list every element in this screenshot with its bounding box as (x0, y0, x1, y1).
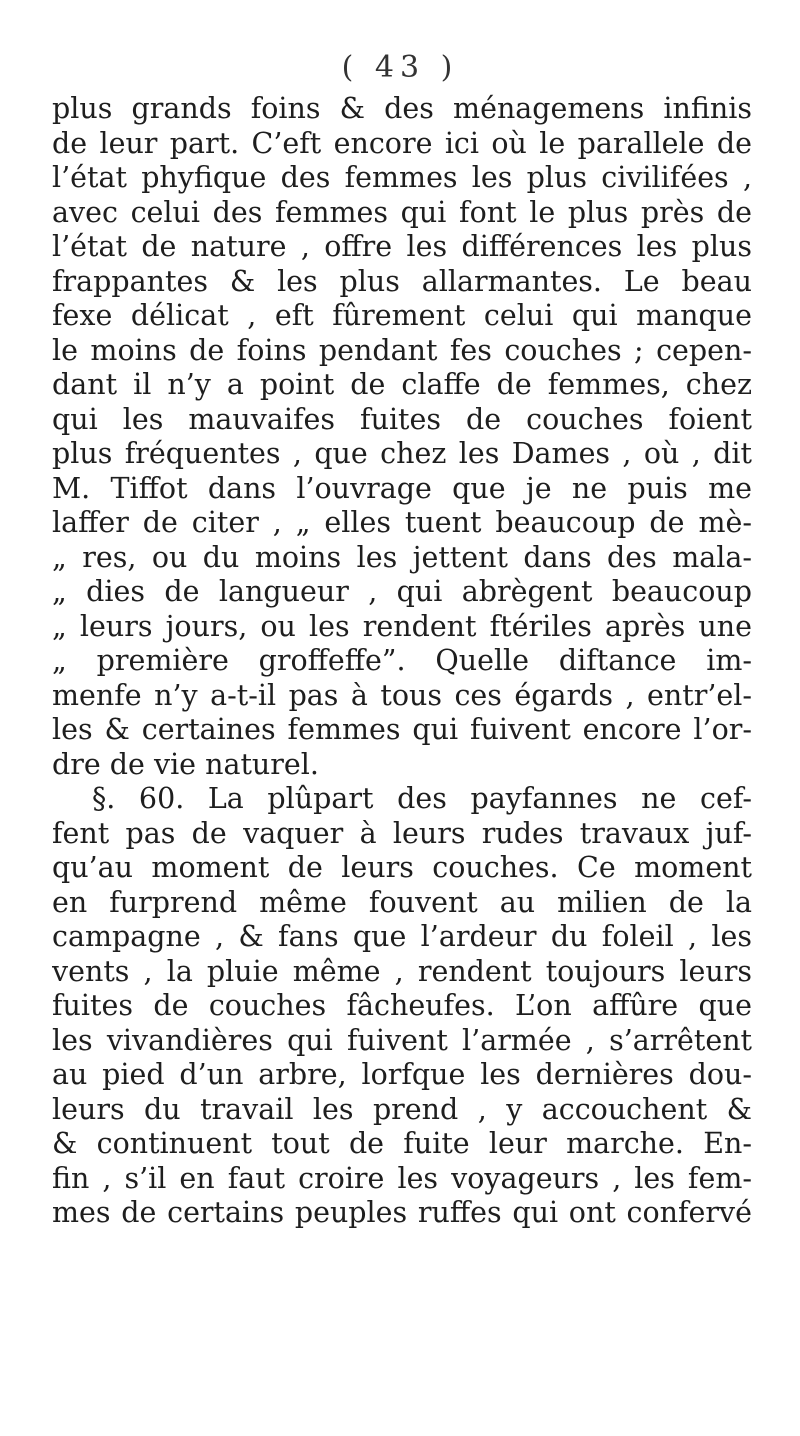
text-line: dant il n’y a point de claffe de femmes, chez (52, 368, 752, 401)
text-line: „ leurs jours, ou les rendent ftériles après une (52, 609, 752, 643)
text-line: qu’au moment de leurs couches. Ce moment (52, 851, 752, 884)
text-line: leurs du travail les prend , y accouchent & (52, 1092, 752, 1126)
text-line: „ res, ou du moins les jettent dans des mala- (52, 540, 752, 574)
text-line: fuites de couches fâcheufes. L’on affûre que (52, 989, 752, 1022)
text-line: les & certaines femmes qui fuivent encore l’or- (52, 713, 752, 746)
text-line: & continuent tout de fuite leur marche. En- (52, 1127, 752, 1160)
text-line: fin , s’il en faut croire les voyageurs , les fem- (52, 1161, 752, 1195)
text-line: qui les mauvaifes fuites de couches foient (52, 402, 752, 436)
text-line: le moins de foins pendant fes couches ; cepen- (52, 333, 752, 367)
text-line: avec celui des femmes qui font le plus près de (52, 195, 752, 229)
text-line: dre de vie naturel. (52, 747, 319, 781)
text-line: frappantes & les plus allarmantes. Le beau (52, 264, 752, 298)
text-line: menfe n’y a-t-il pas à tous ces égards , entr’el- (52, 678, 752, 712)
text-line: plus grands foins & des ménagemens infinis (52, 92, 752, 125)
text-line: les vivandières qui fuivent l’armée , s’arrêtent (52, 1023, 752, 1057)
text-line: vents , la pluie même , rendent toujours leurs (52, 954, 752, 988)
text-line: fent pas de vaquer à leurs rudes travaux juf- (52, 816, 752, 850)
text-line: fexe délicat , eft fûrement celui qui manque (52, 299, 752, 332)
text-line: au pied d’un arbre, lorfque les dernières dou- (52, 1058, 752, 1091)
text-line: campagne , & fans que l’ardeur du foleil , les (52, 920, 752, 953)
text-line: en furprend même fouvent au milien de la (52, 885, 752, 919)
section-start-line: §. 60. La plûpart des payfannes ne cef- (92, 782, 752, 815)
text-line: l’état phyfique des femmes les plus civilifées , (52, 161, 752, 194)
text-line: laffer de citer , „ elles tuent beaucoup de mè- (52, 506, 752, 539)
text-line: l’état de nature , offre les différences les plus (52, 230, 752, 263)
text-line: „ dies de langueur , qui abrègent beaucoup (52, 575, 752, 608)
text-line: mes de certains peuples ruffes qui ont confervé (52, 1196, 752, 1229)
text-line: „ première groffeffe”. Quelle diftance im- (52, 644, 752, 677)
page-number: ( 43 ) (341, 50, 459, 85)
text-line: M. Tiffot dans l’ouvrage que je ne puis me (52, 471, 752, 505)
text-line: plus fréquentes , que chez les Dames , où , dit (52, 437, 752, 470)
text-line: de leur part. C’eft encore ici où le parallele de (52, 126, 752, 160)
body-text (52, 92, 752, 1231)
